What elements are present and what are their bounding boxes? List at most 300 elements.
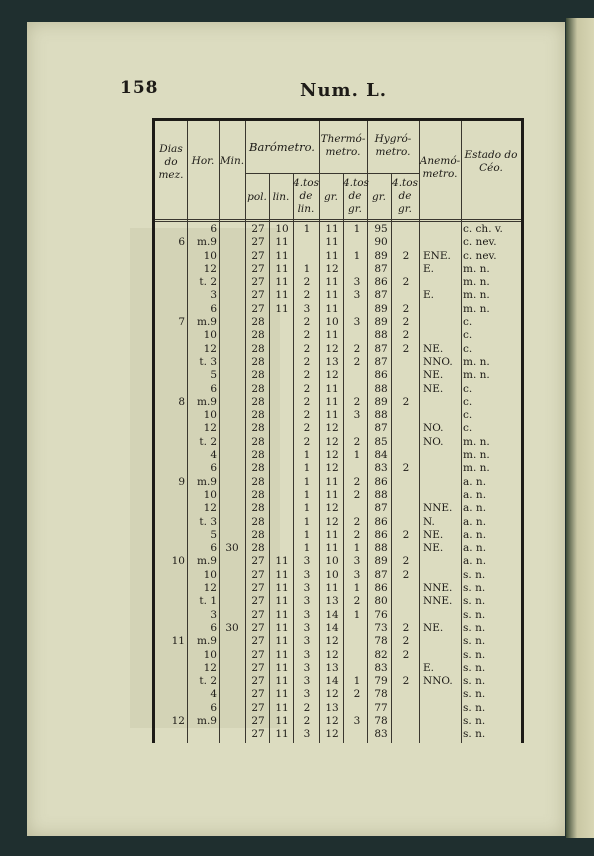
running-head: Num. L. [300, 80, 388, 101]
cell-bar-4tos: 3 [303, 661, 311, 674]
cell-bar-pol: 28 [251, 528, 265, 541]
cell-th-gr: 14 [325, 675, 339, 688]
table-row [155, 569, 521, 582]
cell-hy-4tos: 2 [402, 276, 410, 289]
cell-th-gr: 12 [325, 435, 339, 448]
cell-dia: 9 [178, 475, 185, 488]
cell-hora: 12 [203, 582, 217, 595]
table-row [155, 542, 521, 555]
cell-hora: 12 [203, 502, 217, 515]
cell-bar-pol: 27 [251, 661, 265, 674]
cell-bar-4tos: 2 [303, 382, 311, 395]
cell-th-gr: 12 [325, 648, 339, 661]
cell-hora: 5 [210, 369, 217, 382]
header-bar-4tos: 4.tos de lin. [293, 177, 319, 215]
cell-bar-lin: 11 [275, 728, 289, 741]
cell-hy-gr: 82 [374, 648, 388, 661]
table-row [155, 609, 521, 622]
header-thermometro: Thermó-metro. [320, 133, 366, 158]
cell-hy-gr: 87 [374, 568, 388, 581]
cell-bar-pol: 27 [251, 236, 265, 249]
cell-anemometro: NE. [423, 342, 444, 355]
cell-anemometro: ENE. [423, 249, 451, 262]
cell-hy-4tos: 2 [402, 635, 410, 648]
table-row [155, 396, 521, 409]
cell-bar-lin: 11 [275, 302, 289, 315]
cell-hora: m.9 [197, 635, 217, 648]
cell-bar-pol: 28 [251, 329, 265, 342]
cell-th-gr: 12 [325, 502, 339, 515]
cell-hora: 10 [203, 249, 217, 262]
cell-th-4tos: 1 [353, 675, 361, 688]
cell-hy-gr: 79 [374, 675, 388, 688]
cell-hora: m.9 [197, 236, 217, 249]
cell-anemometro: E. [423, 289, 435, 302]
cell-bar-lin: 11 [275, 568, 289, 581]
cell-hora: 6 [210, 701, 217, 714]
cell-estado: m. n. [463, 355, 490, 368]
cell-th-4tos: 2 [353, 475, 361, 488]
cell-th-4tos: 3 [353, 714, 361, 727]
cell-bar-pol: 27 [251, 675, 265, 688]
cell-bar-pol: 28 [251, 382, 265, 395]
cell-bar-4tos: 1 [303, 262, 311, 275]
cell-estado: c. [463, 382, 473, 395]
header-estado: Estado do Céo. [464, 149, 518, 174]
cell-th-4tos: 1 [353, 608, 361, 621]
cell-th-gr: 11 [325, 475, 339, 488]
cell-hora: 6 [210, 621, 217, 634]
table-row [155, 582, 521, 595]
table-row [155, 595, 521, 608]
cell-bar-pol: 27 [251, 568, 265, 581]
cell-bar-4tos: 2 [303, 329, 311, 342]
cell-th-4tos: 2 [353, 515, 361, 528]
cell-bar-pol: 28 [251, 515, 265, 528]
cell-bar-4tos: 3 [303, 582, 311, 595]
cell-minuto: 30 [225, 542, 239, 555]
cell-hy-4tos: 2 [402, 342, 410, 355]
cell-th-4tos: 3 [353, 316, 361, 329]
cell-hora: t. 2 [199, 276, 217, 289]
cell-anemometro: NNE. [423, 582, 453, 595]
cell-anemometro: NNO. [423, 355, 453, 368]
cell-th-gr: 12 [325, 369, 339, 382]
table-row [155, 489, 521, 502]
cell-bar-4tos: 1 [303, 475, 311, 488]
cell-bar-pol: 27 [251, 223, 265, 235]
cell-th-gr: 11 [325, 223, 339, 235]
table-row [155, 263, 521, 276]
cell-hy-gr: 89 [374, 555, 388, 568]
table-row [155, 316, 521, 329]
table-row [155, 436, 521, 449]
cell-th-4tos: 3 [353, 555, 361, 568]
cell-anemometro: NE. [423, 528, 444, 541]
cell-bar-lin: 11 [275, 249, 289, 262]
cell-minuto: 30 [225, 621, 239, 634]
cell-estado: c. nev. [463, 236, 497, 249]
cell-hora: 6 [210, 382, 217, 395]
cell-bar-lin: 11 [275, 701, 289, 714]
table-row [155, 422, 521, 435]
cell-bar-4tos: 3 [303, 555, 311, 568]
cell-bar-lin: 11 [275, 714, 289, 727]
cell-hora: 10 [203, 648, 217, 661]
cell-bar-pol: 28 [251, 316, 265, 329]
table-row [155, 383, 521, 396]
cell-bar-pol: 27 [251, 714, 265, 727]
cell-bar-4tos: 2 [303, 701, 311, 714]
cell-th-gr: 11 [325, 542, 339, 555]
table-row [155, 236, 521, 249]
cell-estado: a. n. [463, 542, 487, 555]
cell-estado: s. n. [463, 568, 486, 581]
table-row [155, 303, 521, 316]
cell-th-4tos: 3 [353, 409, 361, 422]
cell-hy-gr: 86 [374, 582, 388, 595]
cell-bar-lin: 11 [275, 582, 289, 595]
cell-bar-pol: 27 [251, 648, 265, 661]
cell-estado: m. n. [463, 435, 490, 448]
cell-th-gr: 11 [325, 382, 339, 395]
cell-hora: m.9 [197, 714, 217, 727]
table-body [155, 223, 521, 742]
cell-bar-4tos: 2 [303, 355, 311, 368]
cell-estado: c. [463, 316, 473, 329]
cell-anemometro: NNE. [423, 502, 453, 515]
cell-bar-4tos: 3 [303, 688, 311, 701]
header-subrule [245, 173, 419, 174]
cell-bar-lin: 11 [275, 661, 289, 674]
cell-anemometro: E. [423, 262, 435, 275]
table-row [155, 289, 521, 302]
cell-estado: s. n. [463, 621, 486, 634]
cell-hy-gr: 77 [374, 701, 388, 714]
cell-hy-gr: 87 [374, 502, 388, 515]
table-row [155, 369, 521, 382]
cell-bar-4tos: 3 [303, 648, 311, 661]
cell-hy-gr: 80 [374, 595, 388, 608]
cell-th-gr: 10 [325, 568, 339, 581]
cell-th-gr: 11 [325, 329, 339, 342]
cell-anemometro: NNE. [423, 595, 453, 608]
cell-th-4tos: 2 [353, 595, 361, 608]
cell-estado: a. n. [463, 475, 487, 488]
cell-th-4tos: 2 [353, 528, 361, 541]
cell-anemometro: NNO. [423, 675, 453, 688]
cell-anemometro: NE. [423, 621, 444, 634]
cell-estado: a. n. [463, 528, 487, 541]
cell-hy-gr: 85 [374, 435, 388, 448]
table-row [155, 688, 521, 701]
cell-th-4tos: 1 [353, 542, 361, 555]
cell-th-gr: 10 [325, 316, 339, 329]
cell-bar-pol: 27 [251, 302, 265, 315]
cell-th-gr: 12 [325, 422, 339, 435]
table-row [155, 223, 521, 236]
header-bottom-rule [155, 219, 521, 220]
cell-th-4tos: 1 [353, 249, 361, 262]
cell-estado: m. n. [463, 369, 490, 382]
cell-bar-4tos: 2 [303, 342, 311, 355]
cell-estado: m. n. [463, 462, 490, 475]
cell-th-gr: 11 [325, 302, 339, 315]
cell-bar-pol: 28 [251, 395, 265, 408]
cell-estado: s. n. [463, 648, 486, 661]
cell-dia: 12 [171, 714, 185, 727]
cell-th-gr: 13 [325, 595, 339, 608]
cell-hy-gr: 87 [374, 262, 388, 275]
table-row [155, 529, 521, 542]
cell-bar-lin: 11 [275, 595, 289, 608]
cell-bar-4tos: 2 [303, 435, 311, 448]
cell-hy-gr: 78 [374, 714, 388, 727]
cell-hy-gr: 86 [374, 528, 388, 541]
cell-hora: 12 [203, 262, 217, 275]
cell-estado: a. n. [463, 515, 487, 528]
cell-hy-4tos: 2 [402, 249, 410, 262]
cell-bar-lin: 11 [275, 262, 289, 275]
cell-hora: 10 [203, 568, 217, 581]
cell-hy-gr: 95 [374, 223, 388, 235]
cell-th-gr: 11 [325, 528, 339, 541]
cell-hora: 10 [203, 329, 217, 342]
cell-hy-4tos: 2 [402, 528, 410, 541]
cell-hora: 6 [210, 223, 217, 235]
cell-estado: m. n. [463, 262, 490, 275]
cell-bar-4tos: 2 [303, 316, 311, 329]
cell-estado: c. [463, 422, 473, 435]
cell-hy-gr: 78 [374, 635, 388, 648]
cell-hy-gr: 87 [374, 342, 388, 355]
cell-hora: m.9 [197, 555, 217, 568]
cell-anemometro: NO. [423, 422, 444, 435]
cell-hora: m.9 [197, 475, 217, 488]
cell-estado: a. n. [463, 502, 487, 515]
cell-th-gr: 14 [325, 621, 339, 634]
table-row [155, 662, 521, 675]
cell-bar-lin: 11 [275, 635, 289, 648]
cell-hy-gr: 83 [374, 728, 388, 741]
cell-bar-lin: 11 [275, 236, 289, 249]
cell-th-4tos: 2 [353, 688, 361, 701]
cell-estado: c. [463, 395, 473, 408]
cell-bar-pol: 28 [251, 422, 265, 435]
cell-hora: t. 2 [199, 675, 217, 688]
cell-hora: t. 2 [199, 435, 217, 448]
cell-hy-gr: 87 [374, 355, 388, 368]
cell-th-4tos: 1 [353, 449, 361, 462]
cell-estado: a. n. [463, 488, 487, 501]
cell-bar-4tos: 3 [303, 675, 311, 688]
cell-hy-4tos: 2 [402, 395, 410, 408]
cell-hy-4tos: 2 [402, 329, 410, 342]
cell-hy-gr: 90 [374, 236, 388, 249]
cell-bar-4tos: 2 [303, 422, 311, 435]
table-row [155, 649, 521, 662]
cell-hy-gr: 88 [374, 488, 388, 501]
cell-bar-pol: 28 [251, 462, 265, 475]
cell-estado: m. n. [463, 449, 490, 462]
cell-bar-lin: 11 [275, 608, 289, 621]
cell-hy-gr: 86 [374, 276, 388, 289]
cell-estado: s. n. [463, 661, 486, 674]
table-row [155, 343, 521, 356]
cell-th-4tos: 3 [353, 289, 361, 302]
cell-hora: 12 [203, 342, 217, 355]
cell-bar-pol: 28 [251, 409, 265, 422]
cell-bar-pol: 27 [251, 688, 265, 701]
header-dias: Dias do mez. [158, 143, 184, 181]
header-barometro: Barómetro. [249, 140, 315, 154]
header-anemometro: Anemó-metro. [419, 155, 461, 180]
cell-hora: m.9 [197, 395, 217, 408]
table-row [155, 715, 521, 728]
cell-bar-4tos: 1 [303, 528, 311, 541]
cell-bar-pol: 28 [251, 355, 265, 368]
cell-hora: 4 [210, 688, 217, 701]
cell-dia: 6 [178, 236, 185, 249]
cell-bar-lin: 11 [275, 688, 289, 701]
cell-hy-gr: 83 [374, 661, 388, 674]
cell-hora: 3 [210, 608, 217, 621]
table-row [155, 555, 521, 568]
cell-estado: s. n. [463, 688, 486, 701]
cell-dia: 8 [178, 395, 185, 408]
cell-th-gr: 12 [325, 635, 339, 648]
cell-hy-gr: 87 [374, 422, 388, 435]
cell-bar-pol: 27 [251, 249, 265, 262]
cell-hy-gr: 88 [374, 409, 388, 422]
cell-hora: t. 3 [199, 515, 217, 528]
cell-hy-gr: 86 [374, 475, 388, 488]
cell-estado: c. nev. [463, 249, 497, 262]
cell-th-gr: 12 [325, 515, 339, 528]
cell-bar-4tos: 2 [303, 409, 311, 422]
header-bar-lin: lin. [272, 191, 290, 203]
cell-th-4tos: 2 [353, 355, 361, 368]
cell-estado: s. n. [463, 582, 486, 595]
header-hor: Hor. [191, 155, 215, 167]
cell-bar-lin: 11 [275, 276, 289, 289]
cell-hy-gr: 84 [374, 449, 388, 462]
cell-estado: c. ch. v. [463, 223, 503, 235]
cell-bar-4tos: 1 [303, 502, 311, 515]
cell-bar-lin: 10 [275, 223, 289, 235]
cell-hora: 12 [203, 661, 217, 674]
cell-bar-lin: 11 [275, 555, 289, 568]
cell-bar-4tos: 3 [303, 595, 311, 608]
cell-th-gr: 13 [325, 355, 339, 368]
cell-th-gr: 11 [325, 276, 339, 289]
cell-estado: s. n. [463, 714, 486, 727]
cell-hy-4tos: 2 [402, 555, 410, 568]
cell-th-4tos: 2 [353, 395, 361, 408]
table-row [155, 276, 521, 289]
cell-bar-4tos: 3 [303, 608, 311, 621]
next-page-edge [566, 18, 594, 838]
cell-hora: 6 [210, 542, 217, 555]
cell-hora: 6 [210, 302, 217, 315]
cell-bar-4tos: 1 [303, 462, 311, 475]
cell-bar-4tos: 3 [303, 728, 311, 741]
cell-hy-4tos: 2 [402, 675, 410, 688]
cell-bar-lin: 11 [275, 675, 289, 688]
cell-bar-lin: 11 [275, 289, 289, 302]
cell-th-gr: 11 [325, 236, 339, 249]
table-row [155, 476, 521, 489]
cell-th-gr: 12 [325, 342, 339, 355]
cell-bar-4tos: 2 [303, 395, 311, 408]
cell-estado: s. n. [463, 635, 486, 648]
cell-estado: s. n. [463, 595, 486, 608]
cell-hy-gr: 83 [374, 462, 388, 475]
cell-estado: s. n. [463, 608, 486, 621]
cell-th-4tos: 3 [353, 568, 361, 581]
cell-bar-lin: 11 [275, 648, 289, 661]
cell-hy-gr: 88 [374, 542, 388, 555]
cell-estado: s. n. [463, 675, 486, 688]
cell-bar-pol: 27 [251, 289, 265, 302]
header-th-gr: gr. [324, 191, 338, 203]
cell-bar-4tos: 2 [303, 276, 311, 289]
table-row [155, 516, 521, 529]
table-row [155, 702, 521, 715]
table-row [155, 502, 521, 515]
cell-anemometro: N. [423, 515, 435, 528]
cell-hy-4tos: 2 [402, 316, 410, 329]
cell-th-gr: 12 [325, 714, 339, 727]
cell-hy-4tos: 2 [402, 648, 410, 661]
cell-bar-pol: 28 [251, 449, 265, 462]
cell-th-gr: 12 [325, 688, 339, 701]
cell-bar-pol: 28 [251, 475, 265, 488]
cell-anemometro: NE. [423, 382, 444, 395]
cell-hy-gr: 86 [374, 515, 388, 528]
cell-anemometro: NE. [423, 542, 444, 555]
cell-hora: t. 3 [199, 355, 217, 368]
cell-hora: 4 [210, 449, 217, 462]
cell-th-gr: 11 [325, 409, 339, 422]
cell-th-4tos: 1 [353, 582, 361, 595]
cell-bar-pol: 27 [251, 276, 265, 289]
cell-bar-pol: 28 [251, 502, 265, 515]
cell-th-gr: 11 [325, 488, 339, 501]
cell-th-gr: 12 [325, 462, 339, 475]
weather-table [152, 118, 524, 743]
cell-bar-4tos: 2 [303, 369, 311, 382]
cell-hora: 12 [203, 422, 217, 435]
cell-hy-gr: 88 [374, 329, 388, 342]
cell-bar-pol: 28 [251, 488, 265, 501]
cell-bar-pol: 27 [251, 728, 265, 741]
cell-hora: m.9 [197, 316, 217, 329]
header-hy-gr: gr. [372, 191, 386, 203]
cell-th-gr: 12 [325, 449, 339, 462]
cell-bar-4tos: 3 [303, 621, 311, 634]
cell-th-gr: 11 [325, 289, 339, 302]
cell-th-4tos: 2 [353, 342, 361, 355]
cell-th-4tos: 3 [353, 276, 361, 289]
cell-th-gr: 13 [325, 701, 339, 714]
cell-dia: 11 [171, 635, 185, 648]
cell-th-gr: 14 [325, 608, 339, 621]
cell-bar-4tos: 1 [303, 488, 311, 501]
cell-anemometro: E. [423, 661, 435, 674]
cell-hora: 5 [210, 528, 217, 541]
cell-hy-gr: 89 [374, 249, 388, 262]
